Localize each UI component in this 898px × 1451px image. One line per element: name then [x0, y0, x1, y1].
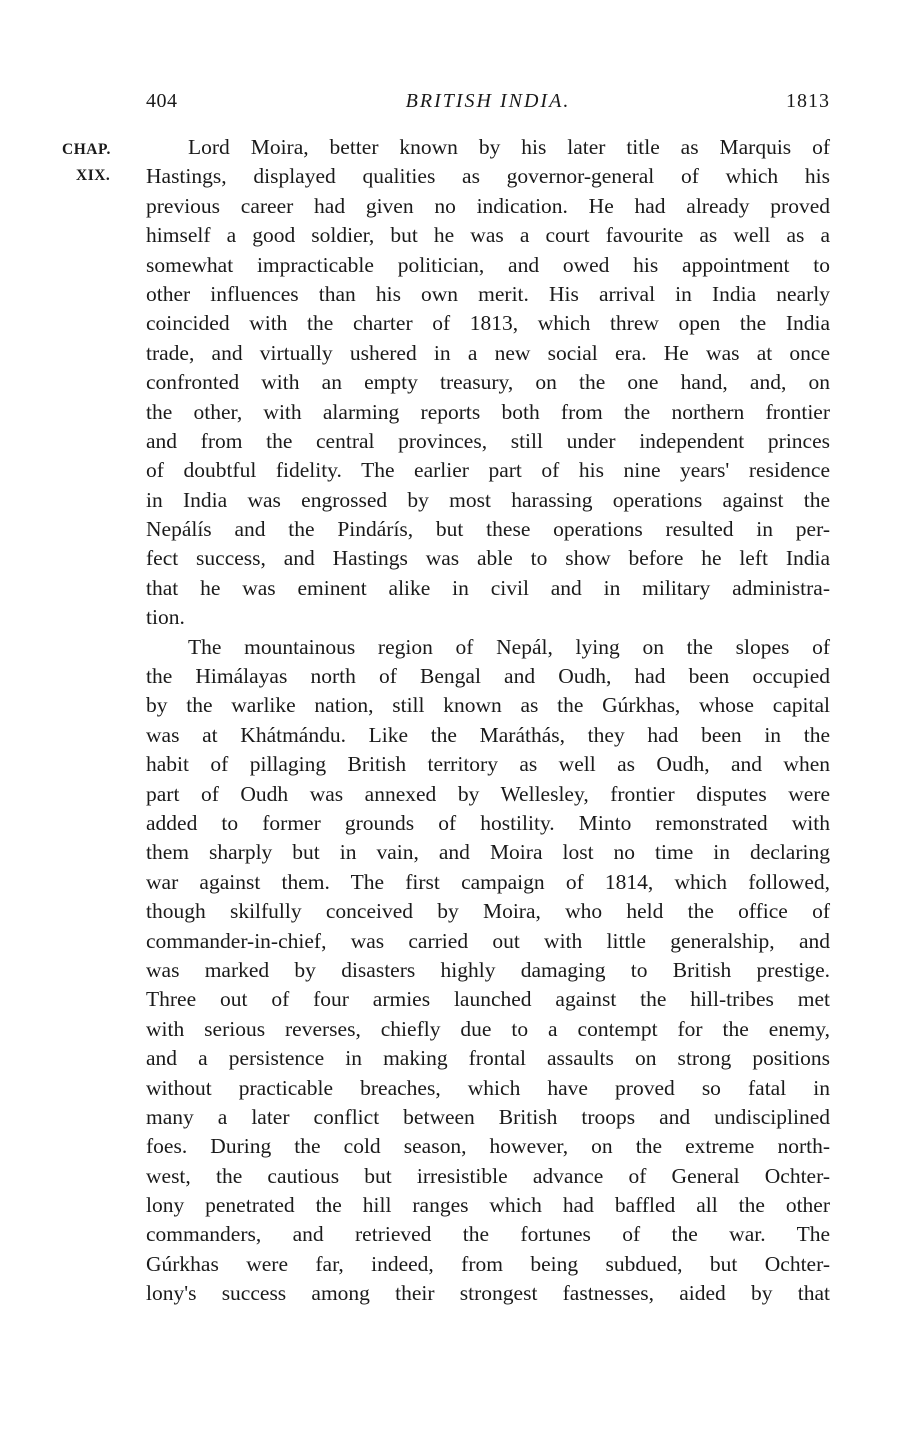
text-line: coincided with the charter of 1813, which threw open the India — [146, 311, 830, 336]
text-line: many a later conflict between British troops and undisciplined — [146, 1104, 830, 1129]
text-line: Three out of four armies launched against the hill-tribes met — [146, 987, 830, 1012]
body-text — [146, 133, 830, 1309]
text-line: that he was eminent alike in civil and in military administra- — [146, 575, 830, 600]
text-line: Gúrkhas were far, indeed, from being subdued, but Ochter- — [146, 1251, 830, 1276]
paragraph-2 — [146, 633, 830, 1309]
text-line: and a persistence in making frontal assaults on strong positions — [146, 1046, 830, 1071]
text-line: war against them. The first campaign of 1814, which followed, — [146, 869, 830, 894]
text-line: lony's success among their strongest fastnesses, aided by that — [146, 1281, 830, 1306]
text-line: in India was engrossed by most harassing operations against the — [146, 487, 830, 512]
text-line: and from the central provinces, still under independent princes — [146, 428, 830, 453]
text-line: part of Oudh was annexed by Wellesley, frontier disputes were — [146, 781, 830, 806]
text-line: The mountainous region of Nepál, lying on the slopes of — [188, 634, 830, 659]
text-line: trade, and virtually ushered in a new social era. He was at once — [146, 340, 830, 365]
text-line: added to former grounds of hostility. Minto remonstrated with — [146, 810, 830, 835]
text-line: the Himálayas north of Bengal and Oudh, had been occupied — [146, 664, 830, 689]
text-line: was marked by disasters highly damaging to British prestige. — [146, 957, 830, 982]
paragraph-1 — [146, 133, 830, 633]
text-line: lony penetrated the hill ranges which had baffled all the other — [146, 1193, 830, 1218]
text-line: Lord Moira, better known by his later title as Marquis of — [188, 135, 830, 159]
text-line: commander-in-chief, was carried out with little generalship, and — [146, 928, 830, 953]
chapter-label: CHAP. — [62, 141, 111, 158]
text-line: previous career had given no indication. He had already proved — [146, 193, 830, 218]
chapter-number: XIX. — [76, 167, 111, 184]
text-line: by the warlike nation, still known as the Gúrkhas, whose capital — [146, 693, 830, 718]
text-line: habit of pillaging British territory as well as Oudh, and when — [146, 752, 830, 777]
running-title: BRITISH INDIA. — [405, 90, 571, 112]
text-line: somewhat impracticable politician, and owed his appointment to — [146, 252, 830, 277]
header-year: 1813 — [786, 90, 830, 112]
text-line: west, the cautious but irresistible advance of General Ochter- — [146, 1163, 830, 1188]
text-line: other influences than his own merit. His arrival in India nearly — [146, 281, 830, 306]
text-line: himself a good soldier, but he was a court favourite as well as a — [146, 223, 830, 248]
text-line: commanders, and retrieved the fortunes of the war. The — [146, 1222, 830, 1247]
chapter-margin-note — [62, 137, 111, 189]
text-line: Nepálís and the Pindárís, but these operations resulted in per- — [146, 517, 830, 542]
text-line: of doubtful fidelity. The earlier part of his nine years' residence — [146, 458, 830, 483]
text-line: them sharply but in vain, and Moira lost no time in declaring — [146, 840, 830, 865]
text-line: Hastings, displayed qualities as governor-general of which his — [146, 164, 830, 189]
text-line: confronted with an empty treasury, on the one hand, and, on — [146, 370, 830, 395]
text-line: with serious reverses, chiefly due to a contempt for the enemy, — [146, 1016, 830, 1041]
text-line: though skilfully conceived by Moira, who held the office of — [146, 899, 830, 924]
running-header — [146, 86, 830, 116]
text-line: foes. During the cold season, however, on the extreme north- — [146, 1134, 830, 1159]
text-line: the other, with alarming reports both from the northern frontier — [146, 399, 830, 424]
page-number: 404 — [146, 90, 178, 112]
text-line: without practicable breaches, which have proved so fatal in — [146, 1075, 830, 1100]
text-line: fect success, and Hastings was able to show before he left India — [146, 546, 830, 571]
text-line: was at Khátmándu. Like the Maráthás, they had been in the — [146, 722, 830, 747]
text-line: tion. — [146, 605, 185, 630]
